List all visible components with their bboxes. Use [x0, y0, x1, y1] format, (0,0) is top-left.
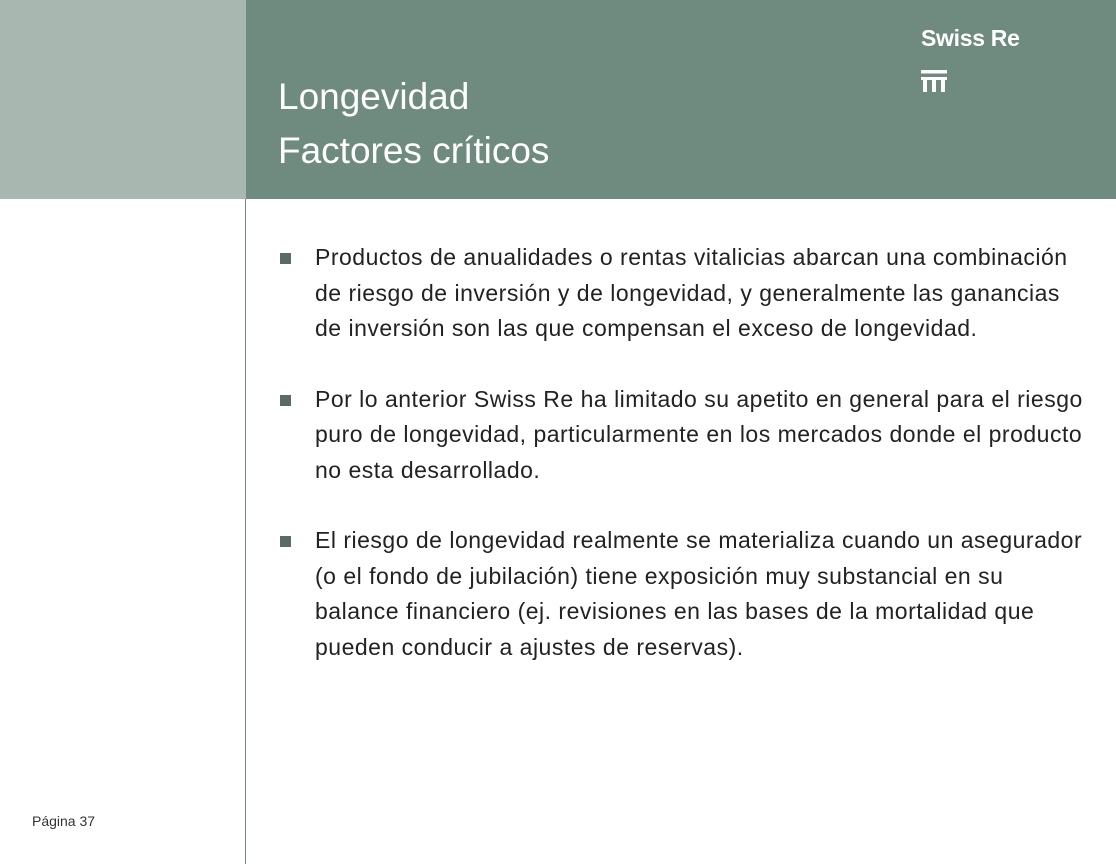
page-title	[278, 70, 549, 178]
bullet-list	[278, 240, 1088, 700]
bullet-item	[278, 382, 1088, 489]
bullet-item	[278, 240, 1088, 347]
bullet-square-icon	[280, 253, 291, 264]
swiss-re-logo	[921, 24, 1041, 92]
bullet-item	[278, 523, 1088, 665]
page-number: Página 37	[32, 813, 96, 829]
logo-text: Swiss Re	[921, 25, 1020, 51]
title-line-2: Factores críticos	[278, 130, 550, 171]
side-color-band	[0, 0, 246, 199]
vertical-divider	[245, 199, 246, 864]
bullet-text: El riesgo de longevidad realmente se materializa cuando un asegurador (o el fondo de jubilación) tiene exposición muy substancial en su balance financiero (ej. revisiones en las bases de la mortalidad que pueden conducir a ajustes de reservas).	[315, 527, 1083, 660]
title-line-1: Longevidad	[278, 76, 470, 117]
bullet-text: Productos de anualidades o rentas vitalicias abarcan una combinación de riesgo de inversión y de longevidad, y generalmente las ganancias de inversión son las que compensan el exceso de longevidad.	[315, 244, 1068, 341]
bullet-square-icon	[280, 395, 291, 406]
bullet-square-icon	[280, 536, 291, 547]
bullet-text: Por lo anterior Swiss Re ha limitado su apetito en general para el riesgo puro de longevidad, particularmente en los mercados donde el producto no esta desarrollado.	[315, 385, 1083, 483]
swiss-re-logo-mark-icon	[921, 70, 947, 92]
